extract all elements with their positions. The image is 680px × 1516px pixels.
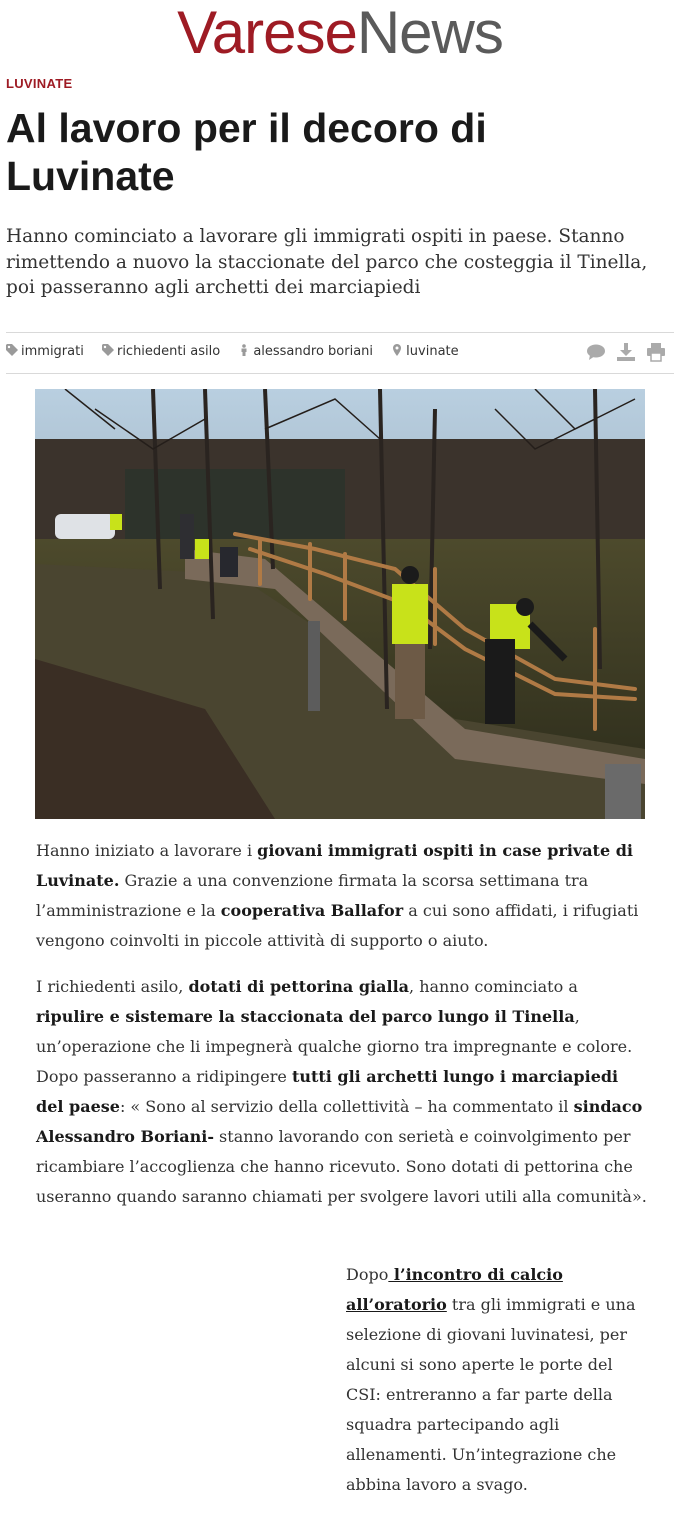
text-run: , un’operazione che li impegnerà qualche giorno tra impregnante e colore. Dopo passeranno a ridipingere: [36, 1007, 633, 1086]
logo-part-news: News: [356, 0, 503, 66]
tag-label: luvinate: [406, 344, 459, 359]
text-run: stanno lavorando con serietà e coinvolgimento per ricambiare l’accoglienza che hanno ricevuto. Sono dotati di pettorina che useranno quando saranno chiamati per svolgere lavori utili alla comunità».: [36, 1127, 647, 1206]
text-run: tra gli immigrati e una selezione di giovani luvinatesi, per alcuni si sono aperte le porte del CSI: entreranno a far parte della squadra partecipando agli allenamenti. Un’integrazione che abbina lavoro a svago.: [346, 1295, 636, 1494]
category-link[interactable]: LUVINATE: [6, 76, 73, 91]
text-run: , hanno cominciato a: [409, 977, 578, 996]
bold-run: tutti gli archetti lungo i marciapiedi del paese: [36, 1067, 619, 1116]
text-run: I richiedenti asilo,: [36, 977, 189, 996]
tag-alessandro-boriani[interactable]: [238, 344, 373, 359]
article-title: Al lavoro per il decoro di Luvinate: [6, 105, 487, 199]
article-subtitle: Hanno cominciato a lavorare gli immigrati ospiti in paese. Stanno rimettendo a nuovo la staccionate del parco che costeggia il Tinella, poi passeranno agli archetti dei marciapiedi: [6, 226, 648, 298]
body-paragraph-2: [36, 972, 648, 1212]
bold-run: sindaco Alessandro Boriani-: [36, 1097, 643, 1146]
bold-run: giovani immigrati ospiti in case private di Luvinate.: [36, 841, 633, 890]
article-actions: [580, 342, 666, 362]
tag-label: immigrati: [21, 344, 84, 359]
tag-label: richiedenti asilo: [116, 344, 221, 359]
article-photo: [35, 389, 645, 819]
tag-list: [6, 344, 473, 359]
text-run: Dopo: [346, 1265, 389, 1284]
related-article-link[interactable]: l’incontro di calcio all’oratorio: [346, 1265, 563, 1314]
comment-icon[interactable]: [586, 342, 606, 362]
tag-immigrati[interactable]: [6, 344, 84, 359]
tag-luvinate[interactable]: [391, 344, 458, 359]
tag-richiedenti-asilo[interactable]: [102, 344, 220, 359]
download-icon[interactable]: [616, 342, 636, 362]
person-icon: [238, 344, 250, 356]
photo-illustration: [35, 389, 645, 819]
related-aside: [346, 1260, 646, 1500]
tag-icon: [102, 344, 114, 356]
article-body: [36, 836, 648, 1228]
text-run: Hanno iniziato a lavorare i: [36, 841, 258, 860]
bold-run: cooperativa Ballafor: [220, 901, 404, 920]
tag-label: alessandro boriani: [253, 344, 374, 359]
location-pin-icon: [391, 344, 403, 356]
bold-run: ripulire e sistemare la staccionata del parco lungo il Tinella: [36, 1007, 575, 1026]
bold-run: dotati di pettorina gialla: [188, 977, 410, 996]
body-paragraph-1: [36, 836, 648, 956]
print-icon[interactable]: [646, 342, 666, 362]
text-run: : « Sono al servizio della collettività – ha commentato il: [119, 1097, 574, 1116]
article-meta-bar: [6, 332, 674, 374]
text-run: a cui sono affidati, i rifugiati vengono coinvolti in piccole attività di supporto o aiuto.: [36, 901, 639, 950]
text-run: Grazie a una convenzione firmata la scorsa settimana tra l’amministrazione e la: [36, 871, 589, 920]
tag-icon: [6, 344, 18, 356]
logo-part-varese: Varese: [177, 0, 357, 66]
site-logo[interactable]: [0, 0, 680, 66]
